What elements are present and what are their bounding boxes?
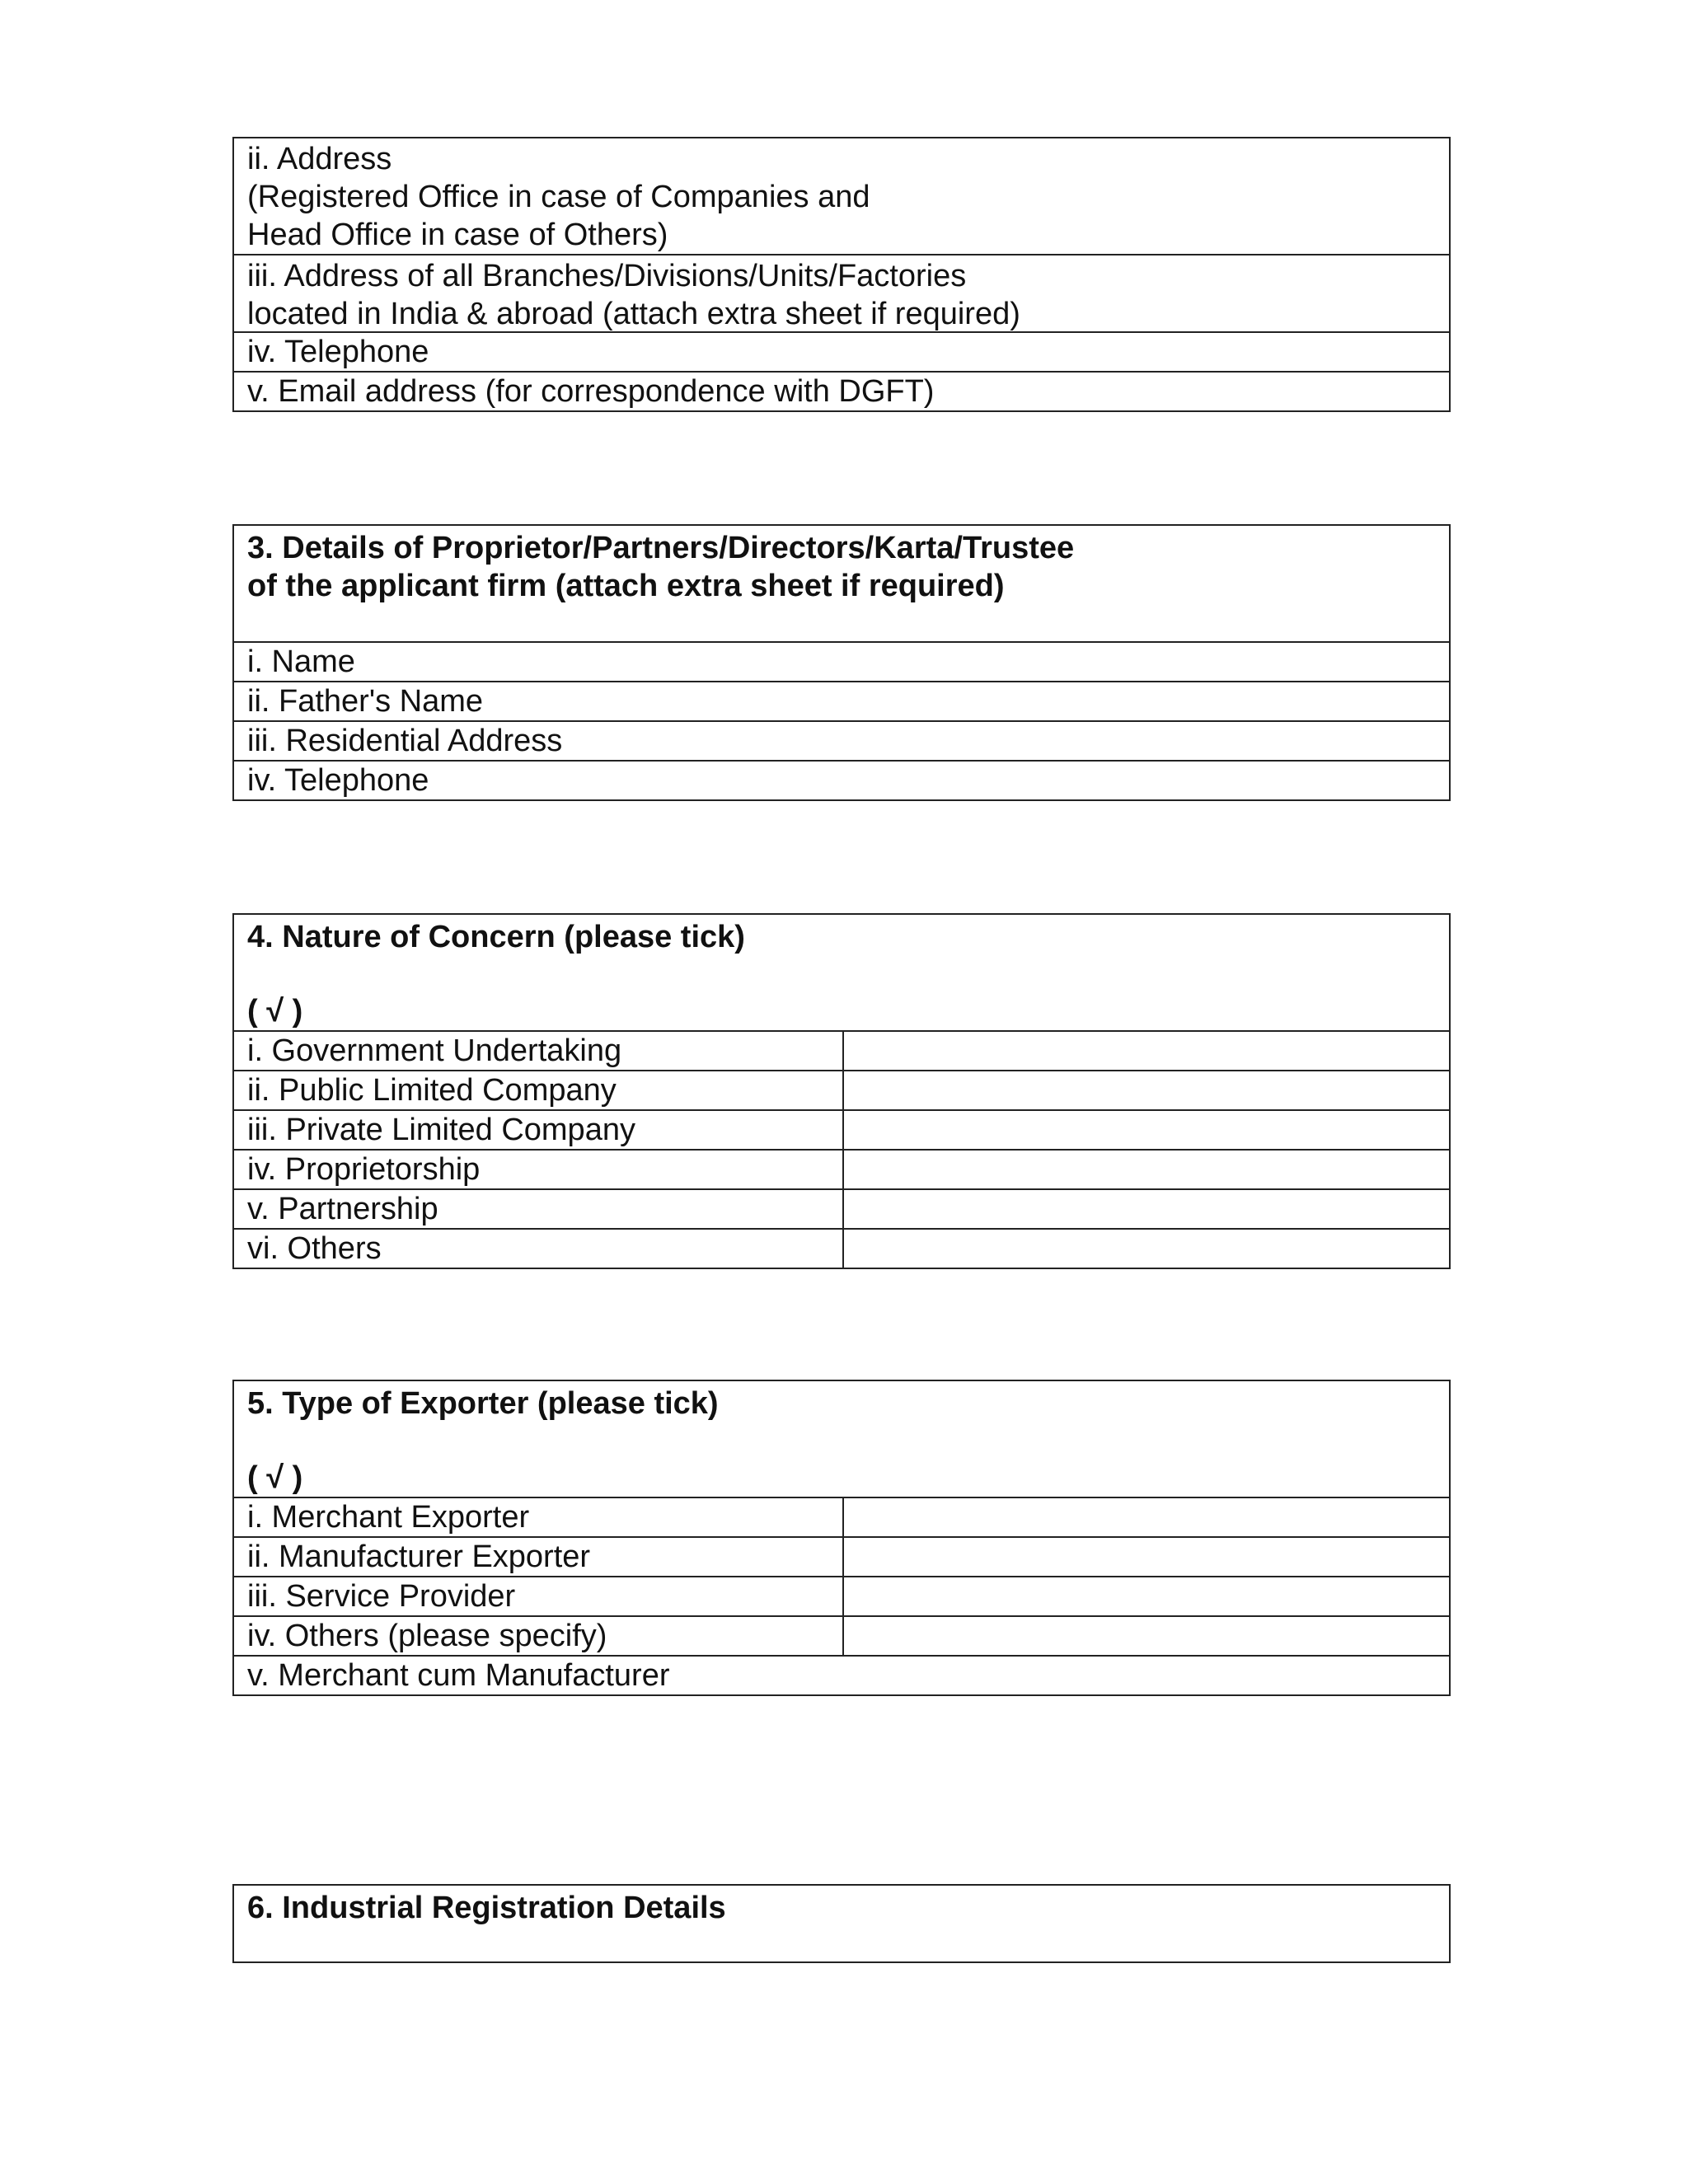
option-label: vi. Others — [234, 1230, 844, 1268]
option-label: i. Merchant Exporter — [234, 1498, 844, 1536]
option-label: iv. Others (please specify) — [234, 1617, 844, 1655]
section-4-table — [232, 913, 1451, 1269]
tick-mark-legend: ( √ ) — [247, 1460, 303, 1495]
table-row — [234, 1615, 1449, 1655]
section-6-heading: 6. Industrial Registration Details — [247, 1891, 726, 1925]
table-row — [234, 760, 1449, 799]
tick-mark-legend: ( √ ) — [247, 994, 303, 1029]
address-label: ii. Address — [247, 142, 392, 176]
option-label: iii. Service Provider — [234, 1577, 844, 1615]
residential-address-label: iii. Residential Address — [247, 724, 563, 758]
name-label: i. Name — [247, 644, 355, 679]
branches-address-label: iii. Address of all Branches/Divisions/Units/Factories — [247, 259, 967, 293]
section-3-heading-line-1: 3. Details of Proprietor/Partners/Directors/Karta/Trustee — [247, 531, 1075, 565]
option-label: iv. Proprietorship — [234, 1151, 844, 1188]
tick-box-service-provider[interactable] — [844, 1577, 1449, 1615]
tick-box-merchant-exporter[interactable] — [844, 1498, 1449, 1536]
address-details-table — [232, 137, 1451, 412]
email-label: v. Email address (for correspondence with DGFT) — [247, 374, 935, 409]
option-label: v. Merchant cum Manufacturer — [247, 1658, 670, 1693]
table-row — [234, 1149, 1449, 1188]
tick-box-others-specify[interactable] — [844, 1617, 1449, 1655]
tick-box-others[interactable] — [844, 1230, 1449, 1268]
section-3-heading-line-2: of the applicant firm (attach extra sheet if required) — [247, 569, 1005, 603]
address-note-line-2: Head Office in case of Others) — [247, 218, 668, 252]
table-row — [234, 1030, 1449, 1070]
telephone-label: iv. Telephone — [247, 763, 429, 798]
table-row — [234, 641, 1449, 681]
tick-box-private-limited[interactable] — [844, 1111, 1449, 1149]
table-row — [234, 720, 1449, 760]
section-3-header — [234, 526, 1449, 641]
address-note-line-1: (Registered Office in case of Companies and — [247, 180, 870, 214]
option-label: iii. Private Limited Company — [234, 1111, 844, 1149]
section-5-header — [234, 1381, 1449, 1497]
option-label: ii. Public Limited Company — [234, 1071, 844, 1109]
tick-box-proprietorship[interactable] — [844, 1151, 1449, 1188]
section-5-table — [232, 1380, 1451, 1696]
section-4-heading: 4. Nature of Concern (please tick) — [247, 920, 745, 954]
telephone-row — [234, 331, 1449, 371]
fathers-name-label: ii. Father's Name — [247, 684, 484, 719]
section-3-table — [232, 524, 1451, 801]
branches-address-note: located in India & abroad (attach extra sheet if required) — [247, 297, 1020, 331]
section-4-header — [234, 915, 1449, 1030]
table-row — [234, 1497, 1449, 1536]
section-6-table — [232, 1884, 1451, 1963]
telephone-label: iv. Telephone — [247, 335, 429, 369]
option-label: i. Government Undertaking — [234, 1032, 844, 1070]
tick-box-government-undertaking[interactable] — [844, 1032, 1449, 1070]
option-label: v. Partnership — [234, 1190, 844, 1228]
table-row — [234, 1576, 1449, 1615]
table-row — [234, 1536, 1449, 1576]
email-row — [234, 371, 1449, 410]
tick-box-manufacturer-exporter[interactable] — [844, 1538, 1449, 1576]
table-row — [234, 1228, 1449, 1268]
table-row — [234, 1655, 1449, 1694]
tick-box-public-limited[interactable] — [844, 1071, 1449, 1109]
table-row — [234, 1188, 1449, 1228]
address-row — [234, 138, 1449, 254]
table-row — [234, 1070, 1449, 1109]
table-row — [234, 681, 1449, 720]
branches-address-row — [234, 254, 1449, 331]
tick-box-partnership[interactable] — [844, 1190, 1449, 1228]
section-5-heading: 5. Type of Exporter (please tick) — [247, 1386, 719, 1421]
option-label: ii. Manufacturer Exporter — [234, 1538, 844, 1576]
table-row — [234, 1109, 1449, 1149]
